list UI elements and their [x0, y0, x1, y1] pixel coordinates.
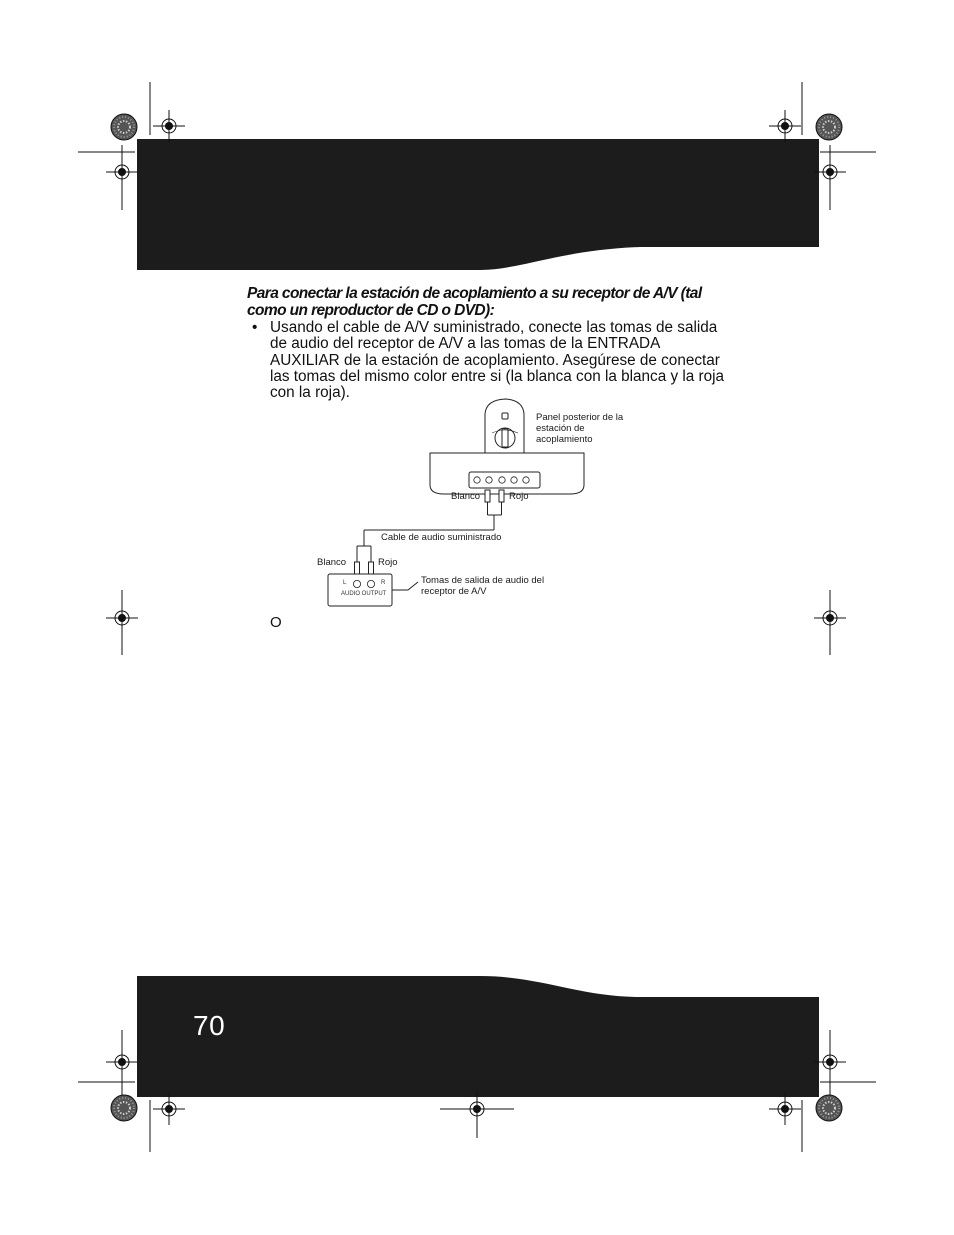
header-band: [137, 139, 819, 270]
receiver-output-panel: [328, 574, 392, 606]
dock-red-label: Rojo: [509, 491, 529, 502]
receiver-red-label: Rojo: [378, 557, 398, 568]
receiver-outputs-label: Tomas de salida de audio del receptor de A/V: [421, 575, 545, 597]
footer-band: [137, 976, 819, 1097]
receiver-left-mark: L: [343, 580, 347, 586]
receiver-panel-text: AUDIO OUTPUT: [341, 591, 387, 597]
dock-panel-label: Panel posterior de la estación de acoplamiento: [536, 412, 624, 445]
receiver-right-mark: R: [381, 580, 386, 586]
dock-white-label: Blanco: [451, 491, 481, 502]
cable-label: Cable de audio suministrado: [381, 532, 502, 543]
section-heading: Para conectar la estación de acoplamiento a su receptor de A/V (tal como un reproductor de CD o DVD):: [247, 285, 702, 319]
receiver-white-label: Blanco: [317, 557, 347, 568]
bullet-marker: •: [252, 319, 258, 336]
or-separator: O: [270, 614, 282, 631]
bullet-text: Usando el cable de A/V suministrado, conecte las tomas de salida de audio del receptor de A/V a las tomas de la ENTRADA AUXILIAR de la estación de acoplamiento. Asegúrese de conectar las tomas del mismo color entre si (la blanca con la blanca y la roja con la roja).: [270, 319, 725, 402]
page-number: 70: [193, 1010, 226, 1041]
